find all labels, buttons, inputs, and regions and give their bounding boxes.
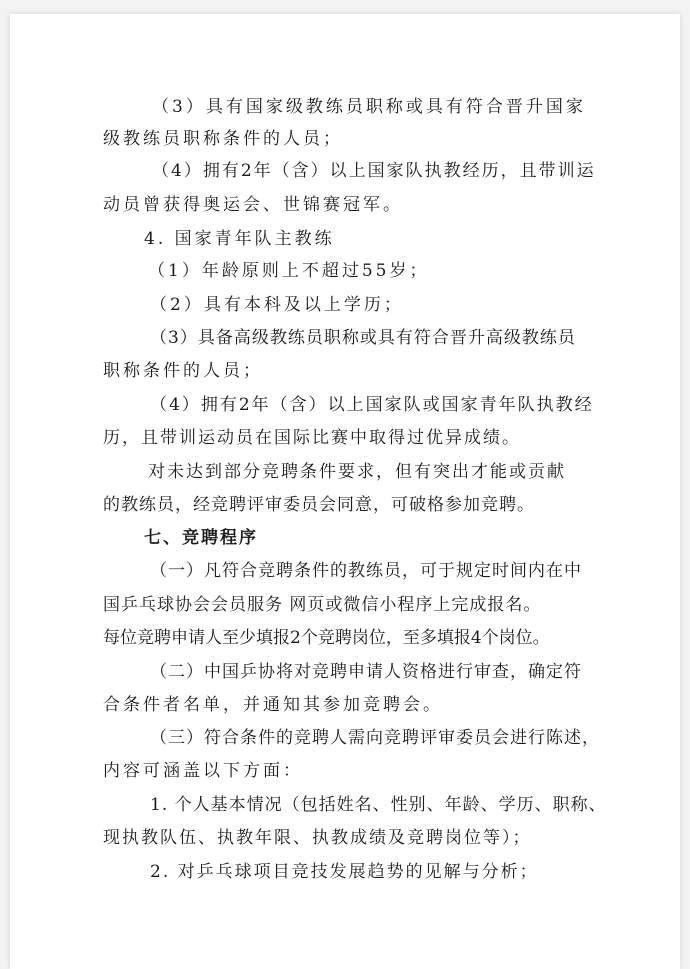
- text-line: （3）具有国家级教练员职称或具有符合晋升国家: [152, 97, 586, 117]
- text-line: 国乒乓球协会会员服务 网页或微信小程序上完成报名。: [103, 595, 542, 615]
- text-line: 合条件者名单，并通知其参加竞聘会。: [103, 695, 443, 715]
- text-line: （2）具有本科及以上学历；: [150, 295, 404, 315]
- text-line: 动员曾获得奥运会、世锦赛冠军。: [103, 195, 403, 215]
- text-line: 的教练员，经竞聘评审委员会同意，可破格参加竞聘。: [103, 495, 535, 515]
- text-line: 2. 对乒乓球项目竞技发展趋势的见解与分析；: [150, 862, 539, 882]
- text-line: 内容可涵盖以下方面：: [103, 761, 303, 781]
- text-line: 职称条件的人员；: [103, 361, 263, 381]
- text-line: （二）中国乒协将对竞聘申请人资格进行审查，确定符: [150, 662, 582, 682]
- text-line: 每位竞聘申请人至少填报2个竞聘岗位，至多填报4个岗位。: [103, 628, 550, 648]
- document-page: [10, 14, 680, 969]
- text-line: （4）拥有2年（含）以上国家队执教经历，且带训运: [152, 161, 596, 181]
- text-line: 级教练员职称条件的人员；: [103, 129, 343, 149]
- text-line: 1. 个人基本情况（包括姓名、性别、年龄、学历、职称、: [150, 795, 607, 815]
- section-title: 4. 国家青年队主教练: [144, 229, 335, 249]
- section-heading: 七、竞聘程序: [144, 528, 258, 548]
- text-line: （1）年龄原则上不超过55岁；: [148, 261, 430, 281]
- text-line: （一）凡符合竞聘条件的教练员，可于规定时间内在中: [150, 561, 582, 581]
- text-line: （三）符合条件的竞聘人需向竞聘评审委员会进行陈述，: [150, 728, 600, 748]
- text-line: （4）拥有2年（含）以上国家队或国家青年队执教经: [150, 395, 594, 415]
- text-line: 历，且带训运动员在国际比赛中取得过优异成绩。: [103, 428, 521, 448]
- text-line: （3）具备高级教练员职称或具有符合晋升高级教练员: [150, 328, 576, 348]
- text-line: 现执教队伍、执教年限、执教成绩及竞聘岗位等）；: [103, 828, 532, 848]
- text-line: 对未达到部分竞聘条件要求，但有突出才能或贡献: [148, 462, 566, 482]
